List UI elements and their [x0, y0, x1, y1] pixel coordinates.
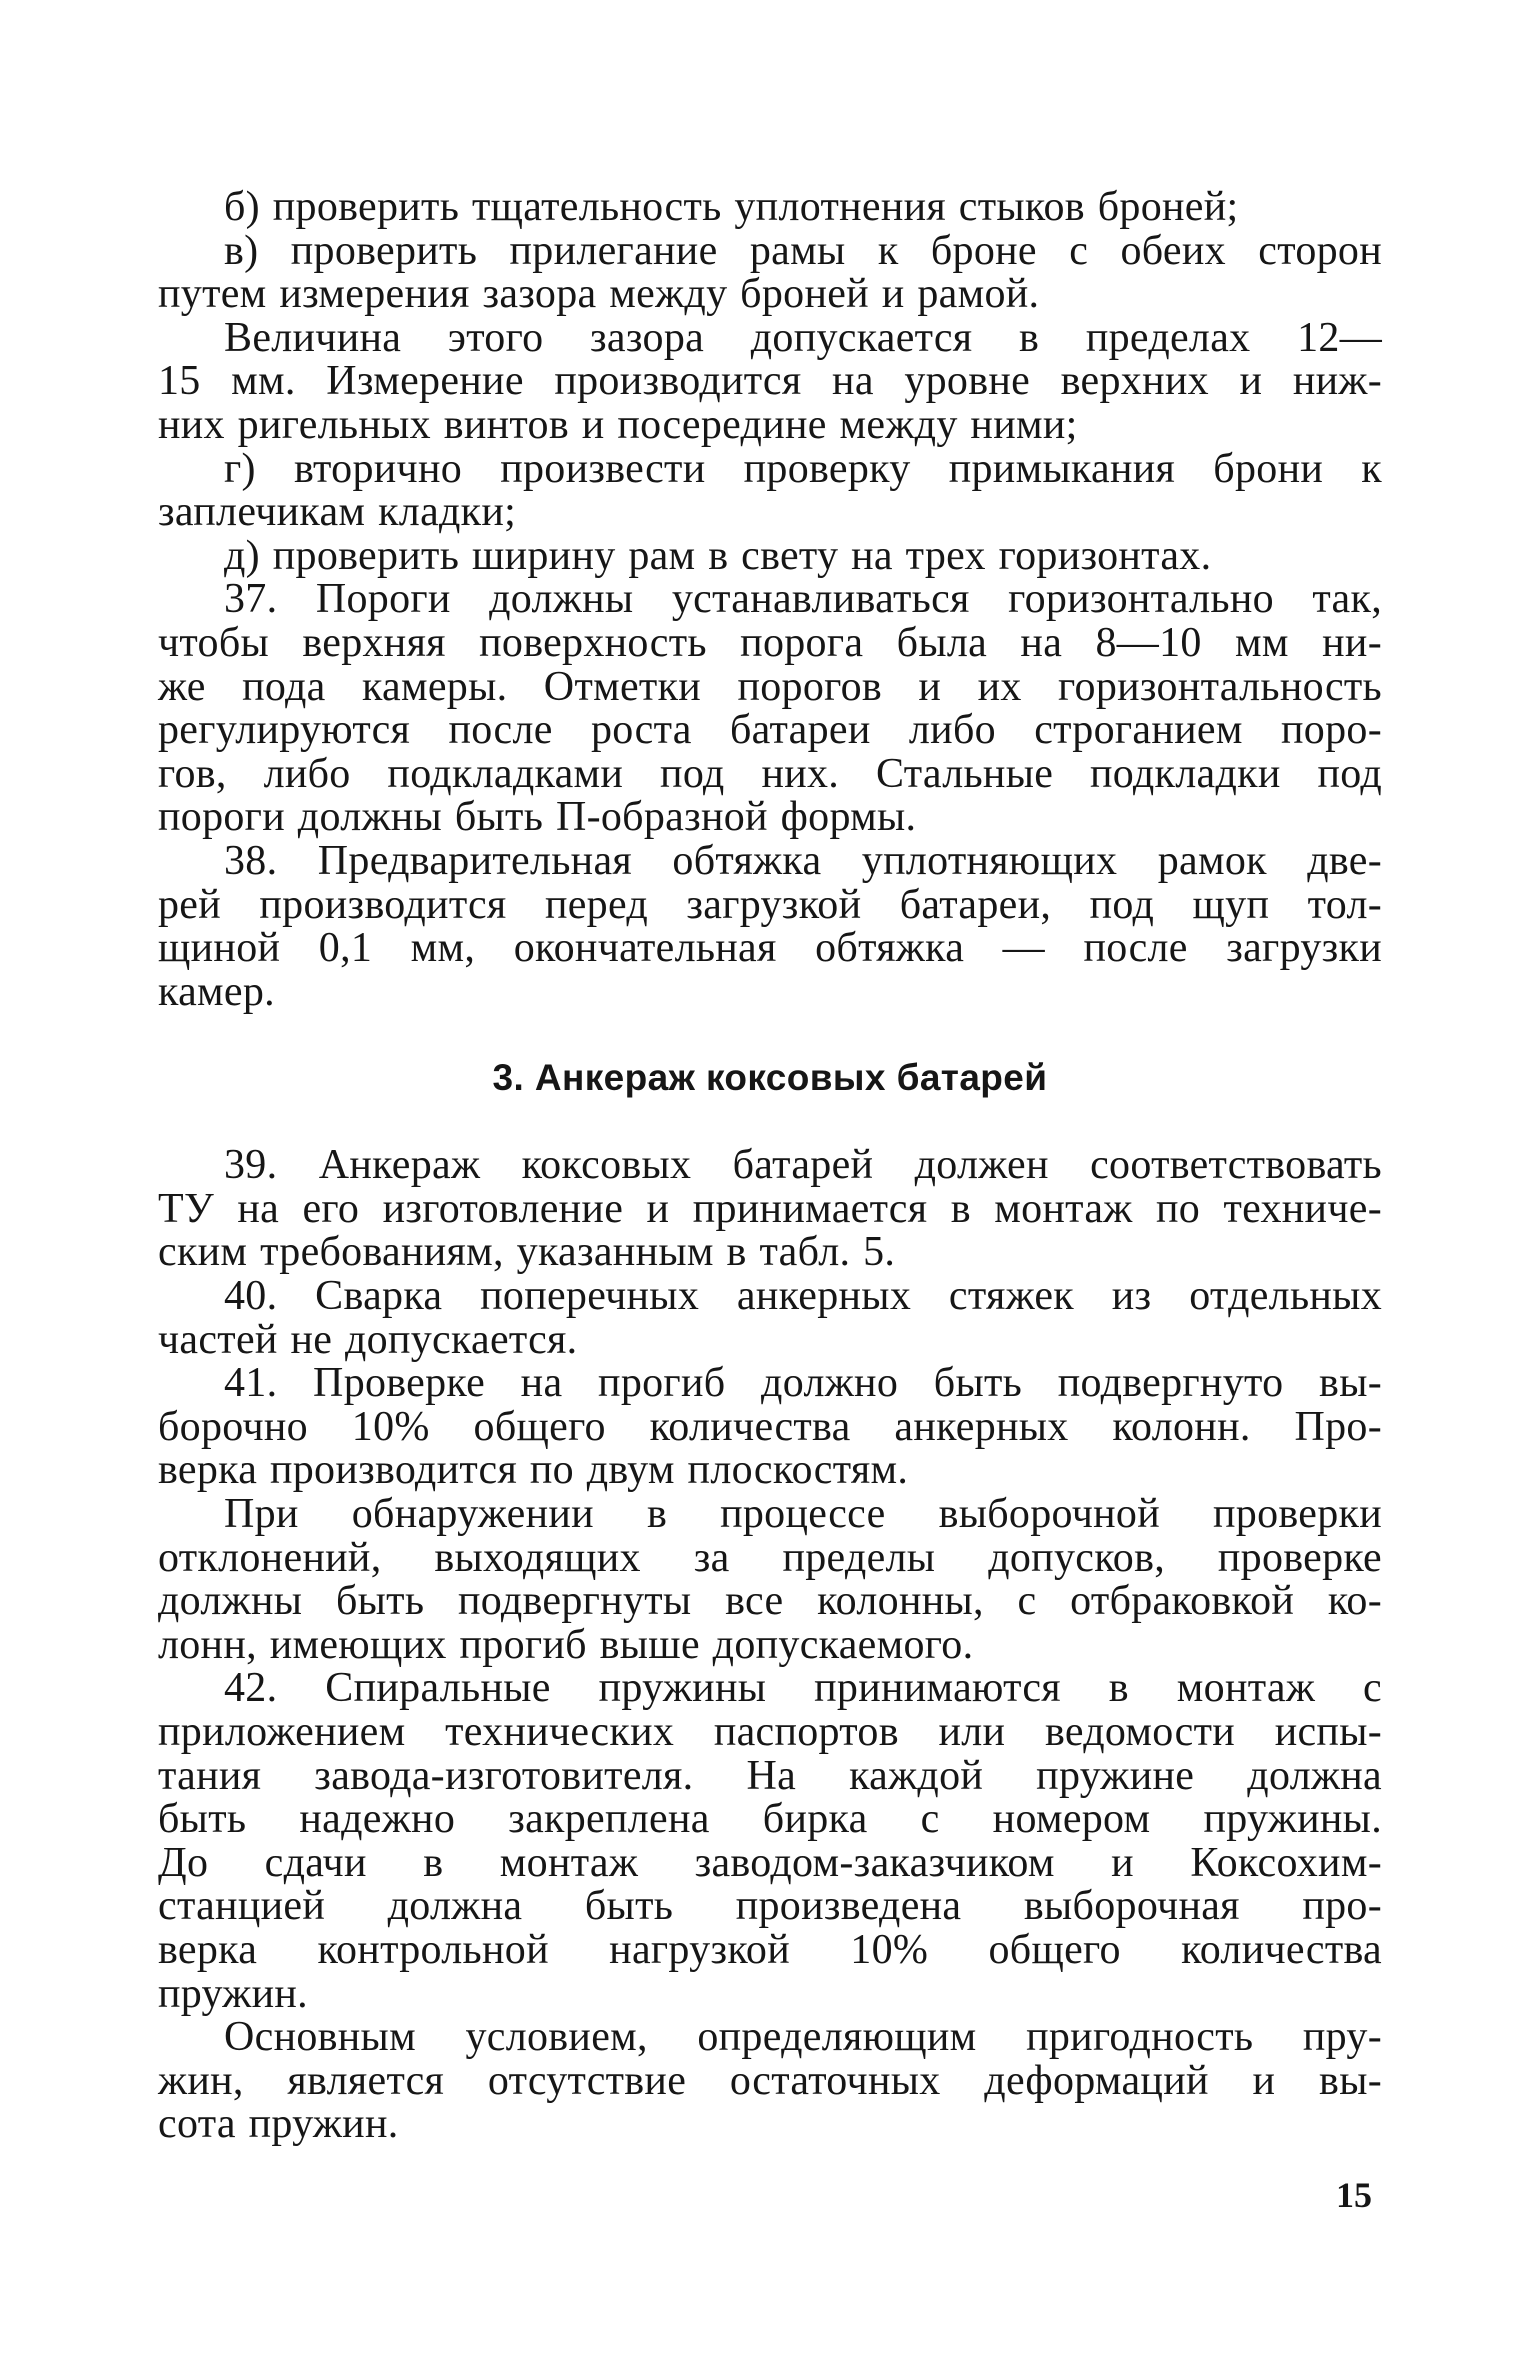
text-line: 42. Спиральные пружины принимаются в монтаж с	[224, 1665, 1382, 1712]
text-line: г) вторично произвести проверку примыкания брони к	[224, 445, 1382, 492]
text-line: При обнаружении в процессе выборочной проверки	[224, 1491, 1382, 1538]
text-line: рей производится перед загрузкой батареи, под щуп тол-	[158, 881, 1382, 928]
text-line: Величина этого зазора допускается в пределах 12—	[224, 314, 1382, 361]
text-line: д) проверить ширину рам в свету на трех горизонтах.	[224, 532, 1212, 579]
text-line: станцией должна быть произведена выборочная про-	[158, 1883, 1382, 1930]
text-line: регулируются после роста батареи либо строганием поро-	[158, 707, 1382, 754]
text-block-top	[158, 186, 1382, 1014]
page-number: 15	[1336, 2175, 1372, 2215]
text-line: ским требованиям, указанным в табл. 5.	[158, 1229, 896, 1276]
text-line: чтобы верхняя поверхность порога была на 8—10 мм ни-	[158, 619, 1382, 666]
document-page	[158, 186, 1382, 2147]
text-line: в) проверить прилегание рамы к броне с обеих сторон	[224, 227, 1382, 274]
text-line: путем измерения зазора между броней и рамой.	[158, 271, 1040, 318]
text-line: частей не допускается.	[158, 1316, 578, 1363]
paragraph-item-37	[158, 578, 1382, 840]
paragraph-item-v	[158, 227, 1382, 318]
text-line: 40. Сварка поперечных анкерных стяжек из отдельных	[224, 1273, 1382, 1320]
paragraph-item-d	[158, 532, 1382, 579]
text-line: 39. Анкераж коксовых батарей должен соответствовать	[224, 1142, 1382, 1189]
text-line: б) проверить тщательность уплотнения стыков броней;	[224, 184, 1239, 230]
text-line: борочно 10% общего количества анкерных колонн. Про-	[158, 1403, 1382, 1450]
text-line: сота пружин.	[158, 2101, 399, 2148]
text-line: пружин.	[158, 1970, 308, 2017]
text-line: тания завода-изготовителя. На каждой пружине должна	[158, 1752, 1382, 1799]
text-line: пороги должны быть П-образной формы.	[158, 794, 917, 841]
text-line: заплечикам кладки;	[158, 489, 517, 536]
paragraph-item-40	[158, 1275, 1382, 1362]
section-heading: 3. Анкераж коксовых батарей	[492, 1057, 1048, 1099]
paragraph-item-42-cont	[158, 2016, 1382, 2147]
text-line: жин, является отсутствие остаточных деформаций и вы-	[158, 2057, 1382, 2104]
text-line: камер.	[158, 968, 275, 1015]
text-line: 38. Предварительная обтяжка уплотняющих рамок две-	[224, 837, 1382, 884]
text-line: приложением технических паспортов или ведомости испы-	[158, 1709, 1382, 1755]
text-line: 41. Проверке на прогиб должно быть подвергнуто вы-	[224, 1360, 1382, 1407]
paragraph-item-b	[158, 186, 1382, 230]
text-line: гов, либо подкладками под них. Стальные подкладки под	[158, 750, 1382, 797]
text-line: них ригельных винтов и посередине между ними;	[158, 401, 1078, 448]
text-line: щиной 0,1 мм, окончательная обтяжка — после загрузки	[158, 925, 1382, 972]
text-line: лонн, имеющих прогиб выше допускаемого.	[158, 1621, 974, 1668]
paragraph-item-41-cont	[158, 1493, 1382, 1667]
paragraph-gap-value	[158, 314, 1382, 448]
text-line: Основным условием, определяющим пригодность пру-	[224, 2014, 1382, 2061]
paragraph-item-41	[158, 1362, 1382, 1493]
text-line: ТУ на его изготовление и принимается в монтаж по техниче-	[158, 1185, 1382, 1232]
text-line: верка контрольной нагрузкой 10% общего количества	[158, 1926, 1382, 1973]
paragraph-item-42	[158, 1667, 1382, 2016]
text-line: должны быть подвергнуты все колонны, с отбраковкой ко-	[158, 1578, 1382, 1625]
paragraph-item-38	[158, 837, 1382, 1015]
text-line: 37. Пороги должны устанавливаться горизонтально так,	[224, 576, 1382, 623]
text-line: быть надежно закреплена бирка с номером пружины.	[158, 1796, 1382, 1843]
text-line: До сдачи в монтаж заводом-заказчиком и Коксохим-	[158, 1839, 1382, 1886]
text-line: же пода камеры. Отметки порогов и их горизонтальность	[158, 663, 1382, 710]
text-line: отклонений, выходящих за пределы допусков, проверке	[158, 1534, 1382, 1581]
text-line: верка производится по двум плоскостям.	[158, 1447, 909, 1494]
text-block-bottom	[158, 1144, 1382, 2147]
paragraph-item-39	[158, 1144, 1382, 1275]
paragraph-item-g	[158, 445, 1382, 536]
text-line: 15 мм. Измерение производится на уровне верхних и ниж-	[158, 358, 1382, 405]
